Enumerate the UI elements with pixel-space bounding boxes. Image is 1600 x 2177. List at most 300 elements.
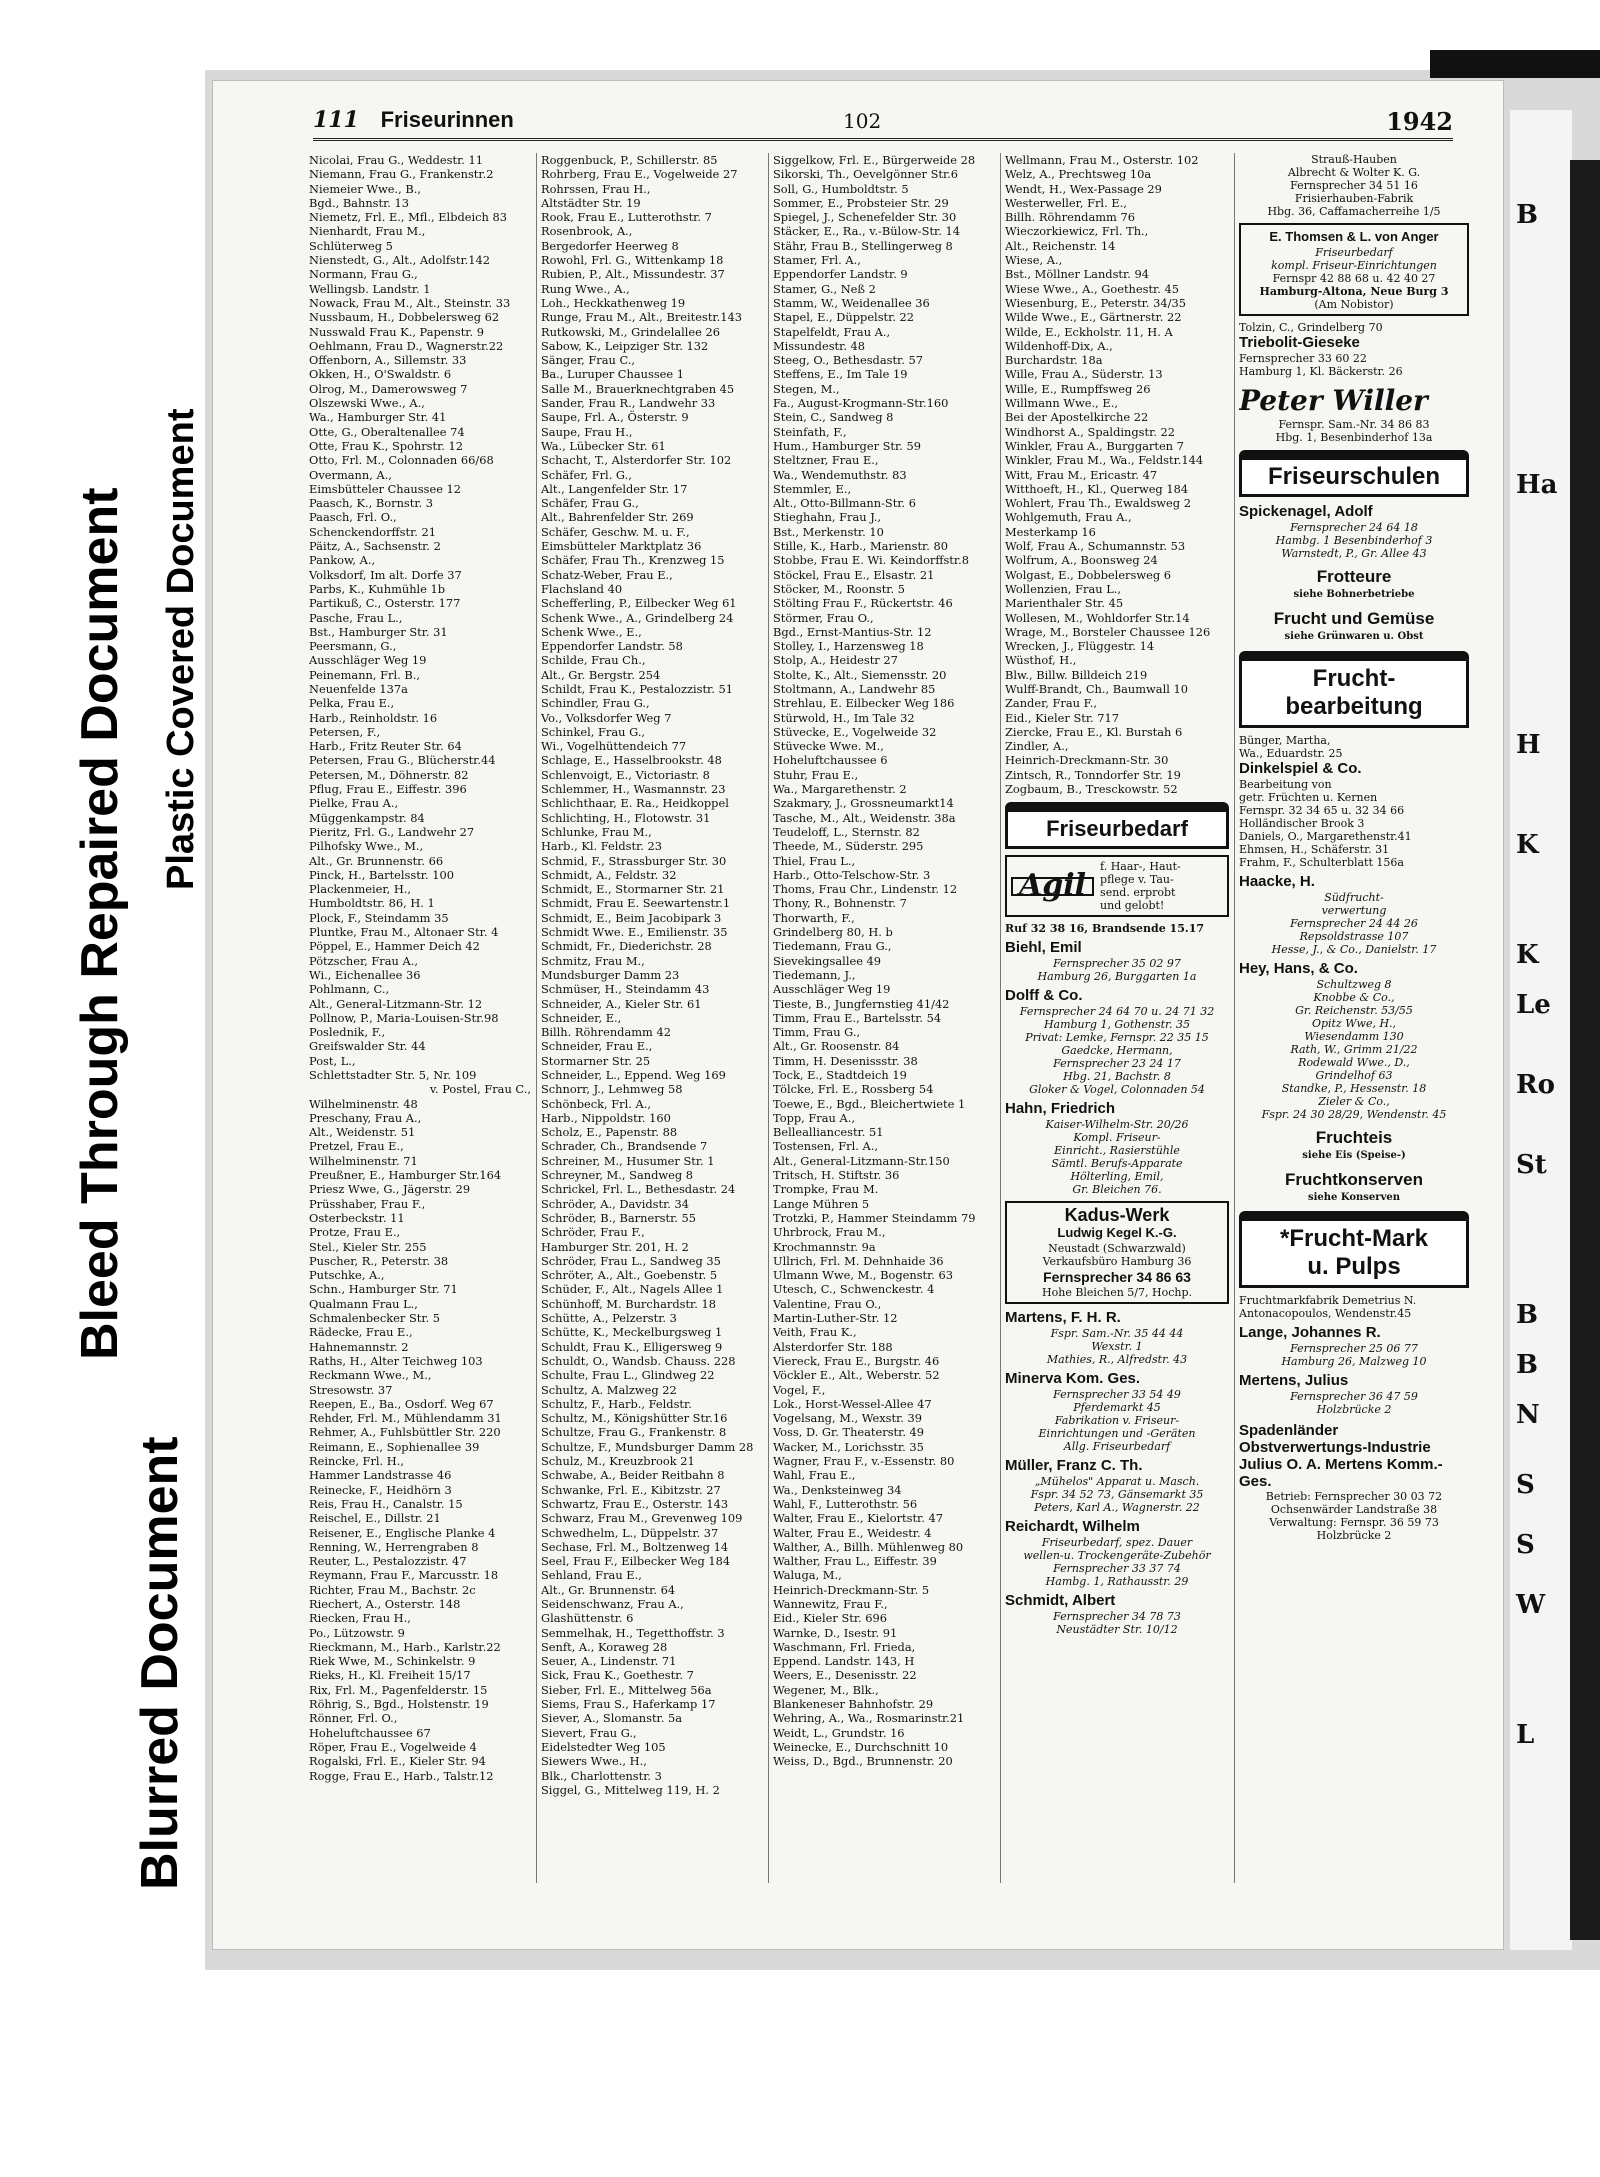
list-line: getr. Früchten u. Kernen (1239, 790, 1378, 804)
advertiser-line: Fernsprecher 24 44 26 (1290, 916, 1418, 930)
directory-entry: Tieste, B., Jungfernstieg 41/42 (773, 996, 950, 1011)
directory-entry: Voss, D. Gr. Theaterstr. 49 (773, 1425, 925, 1440)
agil-text: f. Haar-, Haut- (1100, 860, 1181, 874)
fruchtkonserven-ref: siehe Konserven (1307, 1191, 1401, 1203)
directory-entry: Schröder, Frau F., (541, 1225, 645, 1240)
directory-entry: Waschmann, Frl. Frieda, (773, 1639, 916, 1654)
agil-text: send. erprobt (1100, 886, 1176, 900)
directory-entry: Billh. Röhrendamm 42 (541, 1025, 671, 1040)
column-5 (1239, 153, 1469, 1883)
directory-entry: Offenborn, A., Sillemstr. 33 (309, 353, 467, 368)
blurred-document-label: Blurred Document (131, 1436, 189, 1890)
directory-entry: Reincke, Frl. H., (309, 1454, 404, 1469)
list-line: Hbg. 36, Caffamacherreihe 1/5 (1267, 205, 1441, 218)
directory-entry: Bgd., Bahnstr. 13 (309, 195, 410, 210)
directory-entry: Schultze, Frau G., Frankenstr. 8 (541, 1425, 727, 1440)
advertiser-line: Einricht., Rasierstühle (1054, 1144, 1180, 1158)
directory-entry: Lok., Horst-Wessel-Allee 47 (773, 1396, 932, 1411)
directory-entry: Schwanke, Frl. E., Kibitzstr. 27 (541, 1482, 721, 1497)
agil-ad (1005, 855, 1229, 917)
triebolit-block (1239, 321, 1469, 378)
directory-entry: Tiedemann, J., (773, 967, 856, 982)
directory-entry: Rehmer, A., Fuhlsbüttler Str. 220 (309, 1425, 501, 1440)
directory-entry: Ausschläger Weg 19 (773, 982, 891, 997)
directory-entry: Stäcker, E., Ra., v.-Bülow-Str. 14 (773, 224, 960, 239)
frucht-mark-list (1239, 1294, 1469, 1320)
directory-entry: Walther, A., Billh. Mühlenweg 80 (773, 1539, 964, 1554)
directory-entry: Wilde, E., Eckholstr. 11, H. A (1005, 324, 1173, 339)
directory-entry: Alsterdorfer Str. 188 (773, 1339, 893, 1354)
thomsen-line: Friseurbedarf (1315, 246, 1393, 259)
directory-entry: Bergedorfer Heerweg 8 (541, 238, 679, 253)
directory-entry: Semmelhak, H., Tegetthoffstr. 3 (541, 1625, 725, 1640)
directory-entry: Schenk Wwe., E., (541, 624, 642, 639)
directory-entry: Schmid, F., Strassburger Str. 30 (541, 853, 727, 868)
directory-entry: Flachsland 40 (541, 581, 623, 596)
directory-entry: Sabow, K., Leipziger Str. 132 (541, 338, 709, 353)
directory-entry: Sänger, Frau C., (541, 353, 636, 368)
section-title: Friseurinnen (380, 107, 514, 132)
directory-entry: Raths, H., Alter Teichweg 103 (309, 1353, 483, 1368)
advertiser-line: Kaiser-Wilhelm-Str. 20/26 (1045, 1118, 1189, 1132)
directory-entry: Zindler, A., (1005, 739, 1069, 754)
directory-entry: Sikorski, Th., Oevelgönner Str.6 (773, 167, 959, 182)
edge-letter: Le (1516, 990, 1551, 1020)
directory-entry: Schreiner, M., Husumer Str. 1 (541, 1153, 715, 1168)
advertiser-line: Hamburg 26, Burggarten 1a (1037, 970, 1197, 984)
directory-entry: Wollenzien, Frau L., (1005, 581, 1122, 596)
fruchtbearbeitung-list (1239, 734, 1469, 869)
black-tab (1430, 50, 1600, 78)
directory-entry: Wille, E., Rumpffsweg 26 (1005, 381, 1151, 396)
column-4 (1005, 153, 1229, 1883)
thomsen-line: Fernspr 42 88 68 u. 42 40 27 (1272, 272, 1436, 285)
directory-entry: Vöckler E., Alt., Weberstr. 52 (773, 1368, 940, 1383)
directory-entry: Schmidt, A., Feldstr. 32 (541, 867, 677, 882)
kadus-sub: Ludwig Kegel K.-G. (1057, 1225, 1177, 1241)
directory-entry: Pankow, A., (309, 553, 376, 568)
directory-entry: Marienthaler Str. 45 (1005, 596, 1124, 611)
directory-entry: Wi., Eichenallee 36 (309, 967, 421, 982)
edge-letter: Ha (1516, 470, 1558, 500)
directory-entry: Schneider, Frau E., (541, 1039, 653, 1054)
list-line: Daniels, O., Margarethenstr.41 (1239, 829, 1412, 843)
directory-entry: Schmitz, Frau M., (541, 953, 645, 968)
directory-entry: Stamer, G., Neß 2 (773, 281, 876, 296)
directory-entry: Schacht, T., Alsterdorfer Str. 102 (541, 453, 732, 468)
directory-entry: Wolfrum, A., Boonsweg 24 (1005, 553, 1158, 568)
directory-entry: Wahl, Frau E., (773, 1468, 856, 1483)
advertiser-line: Fernsprecher 33 37 74 (1053, 1562, 1181, 1576)
list-line: Dinkelspiel & Co. (1239, 759, 1362, 777)
directory-entry: Schröder, Frau L., Sandweg 35 (541, 1253, 721, 1268)
directory-entry: Hahnemannstr. 2 (309, 1339, 409, 1354)
entry-list (1005, 153, 1229, 796)
directory-entry: Schmalenbecker Str. 5 (309, 1311, 441, 1326)
directory-entry: Reis, Frau H., Canalstr. 15 (309, 1496, 463, 1511)
directory-entry: Schreyner, M., Sandweg 8 (541, 1168, 694, 1183)
directory-entry: Reymann, Frau F., Marcusstr. 18 (309, 1568, 499, 1583)
directory-entry: Bst., Möllner Landstr. 94 (1005, 267, 1149, 282)
directory-entry: Schmüser, H., Steindamm 43 (541, 982, 710, 997)
directory-entry: Timm, H. Desenissstr. 38 (773, 1053, 918, 1068)
list-line: Frisierhauben-Fabrik (1294, 192, 1414, 205)
directory-entry: Schwedhelm, L., Düppelstr. 37 (541, 1525, 719, 1540)
directory-entry: Ullrich, Frl. M. Dehnhaide 36 (773, 1253, 944, 1268)
advertiser-line: Gr. Reichenstr. 53/55 (1295, 1003, 1413, 1017)
directory-entry: Alt., Gr. Bergstr. 254 (541, 667, 661, 682)
directory-entry: Preschany, Frau A., (309, 1110, 422, 1125)
directory-entry: Otto, Frl. M., Colonnaden 66/68 (309, 453, 494, 468)
directory-entry: Schmidt, E., Stormarner Str. 21 (541, 882, 725, 897)
directory-entry: Seel, Frau F., Eilbecker Weg 184 (541, 1554, 731, 1569)
directory-entry: Schünhoff, M. Burchardstr. 18 (541, 1296, 716, 1311)
directory-entry: Pinck, H., Bartelsstr. 100 (309, 867, 454, 882)
directory-entry: Walter, Frau E., Weidestr. 4 (773, 1525, 932, 1540)
thomsen-line: Hamburg-Altona, Neue Burg 3 (1259, 285, 1449, 298)
list-line: Ehmsen, H., Schäferstr. 31 (1239, 842, 1390, 856)
edge-letter: H (1516, 730, 1541, 760)
directory-entry: Rung Wwe., A., (541, 281, 630, 296)
directory-entry: Schmidt Wwe. E., Emilienstr. 35 (541, 925, 728, 940)
advertiser-name: Reichardt, Wilhelm (1005, 1518, 1140, 1536)
directory-page (212, 80, 1504, 1950)
directory-entry: Plackenmeier, H., (309, 882, 411, 897)
directory-entry: Schäfer, Frau G., (541, 496, 639, 511)
directory-entry: Stöckel, Frau E., Elsastr. 21 (773, 567, 935, 582)
list-line: Frahm, F., Schulterblatt 156a (1239, 855, 1404, 869)
kadus-title: Kadus-Werk (1064, 1205, 1170, 1226)
advertiser-name: Schmidt, Albert (1005, 1592, 1116, 1610)
directory-entry: Rosenbrook, A., (541, 224, 633, 239)
directory-entry: Harb., Otto-Telschow-Str. 3 (773, 867, 931, 882)
directory-entry: Puscher, R., Peterstr. 38 (309, 1253, 449, 1268)
directory-entry: Ba., Luruper Chaussee 1 (541, 367, 685, 382)
directory-entry: Saupe, Frau H., (541, 424, 633, 439)
edge-letter: B (1516, 1350, 1538, 1380)
directory-entry: Nussbaum, H., Dobbelersweg 62 (309, 310, 500, 325)
advertiser-line: Fspr. 34 52 73, Gänsemarkt 35 (1030, 1488, 1204, 1502)
directory-entry: Nienhardt, Frau M., (309, 224, 426, 239)
directory-entry: Schulte, Frau L., Glindweg 22 (541, 1368, 715, 1383)
directory-entry: Renning, W., Herrengraben 8 (309, 1539, 479, 1554)
advertiser-line: Fspr. 24 30 28/29, Wendenstr. 45 (1261, 1107, 1447, 1121)
directory-entry: Schmidt, Frau E. Seewartenstr.1 (541, 896, 731, 911)
directory-entry: Wiese Wwe., A., Goethestr. 45 (1005, 281, 1179, 296)
directory-entry: Sechase, Frl. M., Boltzenweg 14 (541, 1539, 729, 1554)
directory-entry: Petersen, F., (309, 724, 381, 739)
edge-letter: St (1516, 1150, 1547, 1180)
directory-entry: Seuer, A., Lindenstr. 71 (541, 1654, 677, 1669)
directory-entry: Post, L., (309, 1053, 356, 1068)
directory-entry: Rubien, P., Alt., Missundestr. 37 (541, 267, 725, 282)
directory-entry: Weidt, L., Grundstr. 16 (773, 1725, 905, 1740)
list-line: Wa., Eduardstr. 25 (1239, 746, 1343, 760)
directory-entry: Schlunke, Frau M., (541, 824, 652, 839)
directory-entry: Nowack, Frau M., Alt., Steinstr. 33 (309, 295, 511, 310)
directory-entry: Pretzel, Frau E., (309, 1139, 404, 1154)
directory-entry: Wagner, Frau F., v.-Essenstr. 80 (773, 1454, 955, 1469)
directory-entry: Harb., Kl. Feldstr. 23 (541, 839, 663, 854)
friseurschulen-banner: Friseurschulen (1239, 450, 1469, 497)
directory-entry: Putschke, A., (309, 1268, 385, 1283)
kadus-line: Verkaufsbüro Hamburg 36 (1042, 1255, 1192, 1269)
advertiser-name: Spickenagel, Adolf (1239, 503, 1373, 520)
directory-entry: Schuldt, O., Wandsb. Chauss. 228 (541, 1353, 736, 1368)
directory-entry: Riek Wwe, M., Schinkelstr. 9 (309, 1654, 476, 1669)
directory-entry: Schefferling, P., Eilbecker Weg 61 (541, 596, 737, 611)
directory-entry: Alt., Reichenstr. 14 (1005, 238, 1116, 253)
directory-entry: Wiesenburg, E., Peterstr. 34/35 (1005, 295, 1186, 310)
advertiser-name: Müller, Franz C. Th. (1005, 1457, 1143, 1475)
directory-entry: Eidelstedter Weg 105 (541, 1739, 666, 1754)
directory-entry: Niemetz, Frl. E., Mfl., Elbdeich 83 (309, 210, 508, 225)
agil-phone: Ruf 32 38 16, Brandsende 15.17 (1005, 922, 1205, 936)
directory-entry: Schlage, E., Hasselbrookstr. 48 (541, 753, 722, 768)
directory-entry: Missundestr. 48 (773, 338, 866, 353)
directory-entry: Schmidt, E., Beim Jacobipark 3 (541, 910, 722, 925)
directory-entry: Schn., Hamburger Str. 71 (309, 1282, 458, 1297)
list-line: Hamburg 1, Kl. Bäckerstr. 26 (1239, 365, 1403, 378)
advertisers-list (1005, 939, 1229, 1196)
directory-entry: Pollnow, P., Maria-Louisen-Str.98 (309, 1010, 499, 1025)
peter-willer-logo: Peter Willer (1239, 384, 1428, 417)
directory-entry: Reischel, E., Dillstr. 21 (309, 1511, 441, 1526)
directory-entry: Theede, M., Süderstr. 295 (773, 839, 924, 854)
directory-entry: Uhrbrock, Frau M., (773, 1225, 886, 1240)
directory-entry: Witt, Frau M., Ericastr. 47 (1005, 467, 1158, 482)
advertiser-line: Hesse, J., & Co., Danielstr. 17 (1271, 942, 1437, 956)
directory-entry: Overmann, A., (309, 467, 392, 482)
directory-entry: Teudeloff, L., Sternstr. 82 (773, 824, 920, 839)
directory-entry: Parbs, K., Kuhmühle 1b (309, 581, 446, 596)
directory-entry: Mesterkamp 16 (1005, 524, 1096, 539)
directory-entry: Timm, Frau E., Bartelsstr. 54 (773, 1010, 942, 1025)
list-line: Holzbrücke 2 (1316, 1529, 1392, 1543)
advertiser-line: Fernsprecher 24 64 70 u. 24 71 32 (1019, 1005, 1215, 1019)
directory-entry: Valentine, Frau O., (773, 1296, 882, 1311)
directory-entry: Blw., Billw. Billdeich 219 (1005, 667, 1148, 682)
directory-entry: Greifswalder Str. 44 (309, 1039, 426, 1054)
directory-entry: Zintsch, R., Tonndorfer Str. 19 (1005, 767, 1181, 782)
mertens-block (1239, 1372, 1469, 1416)
directory-entry: Wegener, M., Blk., (773, 1682, 879, 1697)
advertiser-line: Mathies, R., Alfredstr. 43 (1046, 1353, 1188, 1367)
fruchteis-heading: Fruchteis (1315, 1127, 1393, 1147)
directory-entry: Rogge, Frau E., Harb., Talstr.12 (309, 1768, 494, 1783)
edge-letter: K (1516, 940, 1539, 970)
hey-block (1239, 960, 1469, 1121)
directory-entry: Heinrich-Dreckmann-Str. 30 (1005, 753, 1169, 768)
directory-entry: Olszewski Wwe., A., (309, 396, 425, 411)
directory-entry: Pötzscher, Frau A., (309, 953, 418, 968)
directory-entry: Westerweller, Frl. E., (1005, 195, 1127, 210)
directory-entry: Heinrich-Dreckmann-Str. 5 (773, 1582, 930, 1597)
directory-entry: Wrage, M., Borsteler Chaussee 126 (1005, 624, 1211, 639)
directory-entry: Eppendorfer Landstr. 58 (541, 639, 683, 654)
edge-letter: N (1516, 1400, 1540, 1430)
directory-entry: Reisener, E., Englische Planke 4 (309, 1525, 496, 1540)
directory-entry: Stormarner Str. 25 (541, 1053, 651, 1068)
directory-entry: Willmann Wwe., E., (1005, 396, 1118, 411)
directory-entry: Walther, Frau L., Eiffestr. 39 (773, 1554, 937, 1569)
directory-entry: Toewe, E., Bgd., Bleichertwiete 1 (773, 1096, 966, 1111)
directory-entry: Alt., General-Litzmann-Str. 12 (309, 996, 483, 1011)
directory-entry: Winkler, Frau M., Wa., Feldstr.144 (1005, 453, 1204, 468)
directory-entry: Wa., Denksteinweg 34 (773, 1482, 902, 1497)
directory-entry: Stieghahn, Frau J., (773, 510, 882, 525)
directory-entry: Po., Lützowstr. 9 (309, 1625, 405, 1640)
advertiser-line: Opitz Wwe, H., (1311, 1016, 1397, 1030)
advertiser-line: Schultzweg 8 (1316, 977, 1392, 991)
directory-entry: Witthoeft, H., Kl., Querweg 184 (1005, 481, 1189, 496)
directory-entry: Poslednik, F., (309, 1025, 386, 1040)
directory-entry: Ziercke, Frau E., Kl. Burstah 6 (1005, 724, 1183, 739)
directory-entry: Pohlmann, C., (309, 982, 390, 997)
directory-entry: Schrickel, Frl. L., Bethesdastr. 24 (541, 1182, 736, 1197)
directory-entry: Pflug, Frau E., Eiffestr. 396 (309, 782, 467, 797)
directory-entry: Schütte, A., Pelzerstr. 3 (541, 1311, 677, 1326)
directory-entry: Wi., Vogelhüttendeich 77 (541, 739, 687, 754)
directory-entry: Hoheluftchaussee 67 (309, 1725, 431, 1740)
directory-entry: Schlichthaar, E. Ra., Heidkoppel (541, 796, 729, 811)
directory-entry: Alt., Otto-Billmann-Str. 6 (773, 496, 916, 511)
directory-entry: Senft, A., Koraweg 28 (541, 1639, 668, 1654)
column-divider (536, 153, 537, 1883)
directory-entry: Otte, G., Oberaltenallee 74 (309, 424, 465, 439)
list-line: Holländischer Brook 3 (1239, 816, 1365, 830)
advertiser-line: Hölterling, Emil, (1070, 1170, 1164, 1184)
list-line: Fernsprecher 33 60 22 (1239, 352, 1367, 365)
adjacent-page-edge (1510, 110, 1572, 1950)
advertiser-line: Repsoldstrasse 107 (1299, 929, 1409, 943)
directory-entry: Seidenschwanz, Frau A., (541, 1596, 684, 1611)
advertiser-name: Haacke, H. (1239, 872, 1315, 890)
directory-entry: Stapelfeldt, Frau A., (773, 324, 891, 339)
directory-entry: Stegen, M., (773, 381, 840, 396)
list-line: Fernsprecher 34 51 16 (1290, 179, 1418, 192)
section-number: 111 (313, 107, 359, 133)
directory-entry: Schuldt, Frau K., Elligersweg 9 (541, 1339, 723, 1354)
directory-entry: Stolp, A., Heidestr 27 (773, 653, 898, 668)
directory-entry: Eppendorfer Landstr. 9 (773, 267, 908, 282)
advertiser-line: Kompl. Friseur- (1073, 1131, 1161, 1145)
directory-entry: Schlüterweg 5 (309, 238, 393, 253)
directory-entry: Pieritz, Frl. G., Landwehr 27 (309, 824, 475, 839)
advertiser-line: Fernsprecher 36 47 59 (1290, 1390, 1418, 1404)
directory-entry: Reuter, L., Pestalozzistr. 47 (309, 1554, 467, 1569)
directory-entry: Zogbaum, B., Tresckowstr. 52 (1005, 782, 1178, 797)
directory-entry: Schultz, F., Harb., Feldstr. (541, 1396, 692, 1411)
directory-entry: Otte, Frau K., Spohrstr. 12 (309, 438, 464, 453)
directory-entry: Mundsburger Damm 23 (541, 967, 680, 982)
directory-entry: Hammer Landstrasse 46 (309, 1468, 452, 1483)
directory-entry: Sieber, Frl. E., Mittelweg 56a (541, 1682, 712, 1697)
directory-entry: Schenk Wwe., A., Grindelberg 24 (541, 610, 734, 625)
directory-entry: Schulz, M., Kreuzbrook 21 (541, 1454, 695, 1469)
directory-entry: Nicolai, Frau G., Weddestr. 11 (309, 153, 484, 167)
directory-entry: Rix, Frl. M., Pagenfelderstr. 15 (309, 1682, 488, 1697)
directory-entry: Steeg, O., Bethesdastr. 57 (773, 353, 923, 368)
directory-entry: Siems, Frau S., Haferkamp 17 (541, 1697, 716, 1712)
directory-entry: Wilde Wwe., E., Gärtnerstr. 22 (1005, 310, 1182, 325)
edge-letter: S (1516, 1530, 1535, 1560)
directory-entry: Rehder, Frl. M., Mühlendamm 31 (309, 1411, 502, 1426)
directory-entry: Petersen, Frau G., Blücherstr.44 (309, 753, 496, 768)
directory-entry: Schultze, F., Mundsburger Damm 28 (541, 1439, 754, 1454)
advertiser-line: Gloker & Vogel, Colonnaden 54 (1029, 1083, 1205, 1097)
directory-entry: Altstädter Str. 19 (541, 195, 641, 210)
directory-entry: Wellmann, Frau M., Osterstr. 102 (1005, 153, 1199, 167)
directory-entry: Schindler, Frau G., (541, 696, 650, 711)
directory-entry: Winkler, Frau A., Burggarten 7 (1005, 438, 1184, 453)
frucht-gemuese-heading: Frucht und Gemüse (1273, 609, 1435, 629)
directory-entry: Ulmann Wwe, M., Bogenstr. 63 (773, 1268, 954, 1283)
thomsen-ad (1239, 223, 1469, 316)
directory-entry: v. Postel, Frau C., (429, 1082, 531, 1097)
advertisers-list-2 (1005, 1309, 1229, 1636)
directory-entry: Eid., Kieler Str. 696 (773, 1611, 888, 1626)
directory-entry: Grindelberg 80, H. b (773, 925, 893, 940)
directory-entry: Eppend. Landstr. 143, H (773, 1654, 915, 1669)
advertiser-name: Dolff & Co. (1005, 987, 1083, 1005)
directory-entry: Pluntke, Frau M., Altonaer Str. 4 (309, 925, 499, 940)
directory-entry: Thiel, Frau L., (773, 853, 856, 868)
list-line: Strauß-Hauben (1311, 153, 1397, 166)
directory-entry: Niemeier Wwe., B., (309, 181, 422, 196)
directory-entry: Loh., Heckkathenweg 19 (541, 295, 686, 310)
agil-text: pflege v. Tau- (1100, 873, 1174, 887)
directory-entry: Schlettstadter Str. 5, Nr. 109 (309, 1068, 477, 1082)
directory-entry: Wa., Margarethenstr. 2 (773, 782, 907, 797)
edge-letter: L (1516, 1720, 1535, 1750)
directory-entry: Schlemmer, H., Wasmannstr. 23 (541, 782, 726, 797)
directory-entry: Hamburger Str. 201, H. 2 (541, 1239, 689, 1254)
directory-entry: Eid., Kieler Str. 717 (1005, 710, 1120, 725)
column-divider (1000, 153, 1001, 1883)
directory-entry: Wannewitz, Frau F., (773, 1596, 888, 1611)
directory-entry: Wellingsb. Landstr. 1 (309, 281, 431, 296)
directory-entry: Harb., Fritz Reuter Str. 64 (309, 739, 462, 754)
edge-letter: Ro (1516, 1070, 1555, 1100)
directory-entry: Vogelsang, M., Wexstr. 39 (773, 1411, 923, 1426)
directory-entry: Schäfer, Frau Th., Krenzweg 15 (541, 553, 725, 568)
frotteure-ref: siehe Bohnerbetriebe (1293, 589, 1415, 600)
directory-entry: Wollesen, M., Wohldorfer Str.14 (1005, 610, 1190, 625)
kadus-phone: Fernsprecher 34 86 63 (1043, 1269, 1191, 1286)
frucht-mark-banner: *Frucht-Mark u. Pulps (1239, 1211, 1469, 1288)
directory-entry: Sievekingsallee 49 (773, 953, 882, 968)
directory-entry: Schildt, Frau K., Pestalozzistr. 51 (541, 681, 733, 696)
thomsen-line: (Am Nobistor) (1314, 298, 1394, 311)
list-line: Bearbeitung von (1239, 777, 1332, 791)
directory-entry: Schnorr, J., Lehmweg 58 (541, 1082, 683, 1097)
directory-entry: Siggelkow, Frl. E., Bürgerweide 28 (773, 153, 976, 167)
directory-entry: Stoltmann, A., Landwehr 85 (773, 681, 936, 696)
kadus-line: Hohe Bleichen 5/7, Hochp. (1042, 1286, 1192, 1300)
directory-entry: Osterbeckstr. 11 (309, 1210, 405, 1225)
advertiser-line: Hbg. 21, Bachstr. 8 (1063, 1070, 1171, 1084)
advertiser-line: Hambg. 1 Besenbinderhof 3 (1275, 534, 1433, 547)
directory-entry: Burchardstr. 18a (1005, 353, 1103, 368)
directory-entry: Pielke, Frau A., (309, 796, 399, 811)
directory-entry: Alt., Langenfelder Str. 17 (541, 481, 688, 496)
directory-entry: Okken, H., O'Swaldstr. 6 (309, 367, 452, 382)
directory-entry: Nienstedt, G., Alt., Adolfstr.142 (309, 253, 491, 268)
plastic-covered-label: Plastic Covered Document (160, 408, 202, 890)
directory-entry: Tiedemann, Frau G., (773, 939, 892, 954)
advertiser-line: Fernsprecher 24 64 18 (1290, 521, 1418, 534)
